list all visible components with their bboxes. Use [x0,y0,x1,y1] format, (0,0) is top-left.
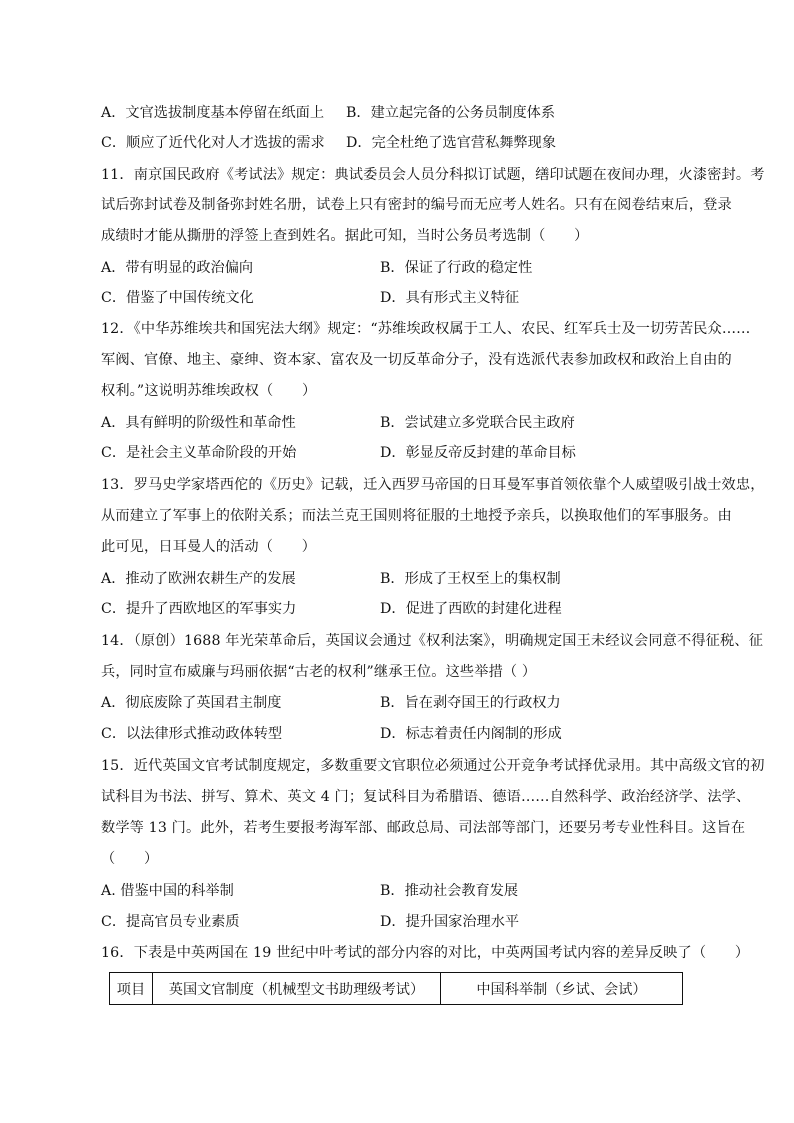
q11-option-b[interactable]: B．保证了行政的稳定性 [380,260,533,276]
q13-stem-line2: 从而建立了军事上的依附关系；而法兰克王国则将征服的土地授予亲兵，以换取他们的军事服务。由 [101,508,732,524]
q11-option-d[interactable]: D．具有形式主义特征 [380,290,520,306]
q12-option-d[interactable]: D．彰显反帝反封建的革命目标 [380,445,576,461]
q12-stem-line1: 12．《中华苏维埃共和国宪法大纲》规定：“苏维埃政权属于工人、农民、红军兵士及一切劳苦民众…… [101,321,751,337]
q11-stem-line2: 试后弥封试卷及制备弥封姓名册，试卷上只有密封的编号而无应考人姓名。只有在阅卷结束后，登录 [101,197,732,213]
q15-stem-line4: （ ） [101,851,159,867]
table-header-item: 项目 [110,973,153,1004]
q15-stem-line3: 数学等 13 门。此外，若考生要报考海军部、邮政总局、司法部等部门，还要另考专业性科目。这旨在 [101,820,746,836]
q13-option-a[interactable]: A．推动了欧洲农耕生产的发展 [101,571,296,587]
q12-stem-line3: 权利。”这说明苏维埃政权（ ） [101,383,317,399]
q14-stem-line1: 14．（原创）1688 年光荣革命后，英国议会通过《权利法案》，明确规定国王未经议会同意不得征税、征 [101,633,764,649]
q11-option-c[interactable]: C．借鉴了中国传统文化 [101,290,254,306]
table-header-britain: 英国文官制度（机械型文书助理级考试） [153,973,441,1004]
q14-stem-line2: 兵，同时宣布威廉与玛丽依据“古老的权利”继承王位。这些举措（ ） [101,664,537,680]
q10-option-d[interactable]: D．完全杜绝了选官营私舞弊现象 [346,135,557,151]
q15-option-b[interactable]: B．推动社会教育发展 [380,883,519,899]
q15-option-a[interactable]: A. 借鉴中国的科举制 [101,883,234,899]
q14-option-d[interactable]: D．标志着责任内阁制的形成 [380,726,562,742]
q16-stem-line1: 16．下表是中英两国在 19 世纪中叶考试的部分内容的对比，中英两国考试内容的差异反映了（ ） [101,945,750,961]
q13-option-d[interactable]: D．促进了西欧的封建化进程 [380,601,562,617]
q11-stem-line1: 11．南京国民政府《考试法》规定：典试委员会人员分科拟订试题，缮印试题在夜间办理，火漆密封。考 [101,167,765,183]
q15-stem-line2: 试科目为书法、拼写、算术、英文 4 门；复试科目为希腊语、德语……自然科学、政治经济学、法学、 [101,789,751,805]
q13-stem-line3: 此可见，日耳曼人的活动（ ） [101,539,317,555]
q14-option-c[interactable]: C．以法律形式推动政体转型 [101,726,283,742]
q13-option-c[interactable]: C．提升了西欧地区的军事实力 [101,601,297,617]
q10-option-b[interactable]: B．建立起完备的公务员制度体系 [346,105,556,121]
q10-option-c[interactable]: C．顺应了近代化对人才选拔的需求 [101,135,325,151]
q12-stem-line2: 军阀、官僚、地主、豪绅、资本家、富农及一切反革命分子，没有选派代表参加政权和政治上自由的 [101,352,732,368]
q14-option-a[interactable]: A．彻底废除了英国君主制度 [101,695,282,711]
q13-option-b[interactable]: B．形成了王权至上的集权制 [380,571,561,587]
q10-option-a[interactable]: A．文官选拔制度基本停留在纸面上 [101,105,325,121]
table-header-china: 中国科举制（乡试、会试） [476,981,647,998]
q14-option-b[interactable]: B．旨在剥夺国王的行政权力 [380,695,561,711]
q11-option-a[interactable]: A．带有明显的政治偏向 [101,260,254,276]
comparison-table [109,972,683,1005]
q12-option-a[interactable]: A．具有鲜明的阶级性和革命性 [101,415,296,431]
q13-stem-line1: 13．罗马史学家塔西佗的《历史》记载，迁入西罗马帝国的日耳曼军事首领依靠个人威望吸引战士效忠， [101,477,765,493]
q12-option-b[interactable]: B．尝试建立多党联合民主政府 [380,415,575,431]
q11-stem-line3: 成绩时才能从撕册的浮签上查到姓名。据此可知，当时公务员考选制（ ） [101,228,589,244]
q12-option-c[interactable]: C．是社会主义革命阶段的开始 [101,445,297,461]
q15-option-d[interactable]: D．提升国家治理水平 [380,914,520,930]
q15-option-c[interactable]: C．提高官员专业素质 [101,914,240,930]
q15-stem-line1: 15．近代英国文官考试制度规定，多数重要文官职位必须通过公开竞争考试择优录用。其中高级文官的初 [101,758,765,774]
